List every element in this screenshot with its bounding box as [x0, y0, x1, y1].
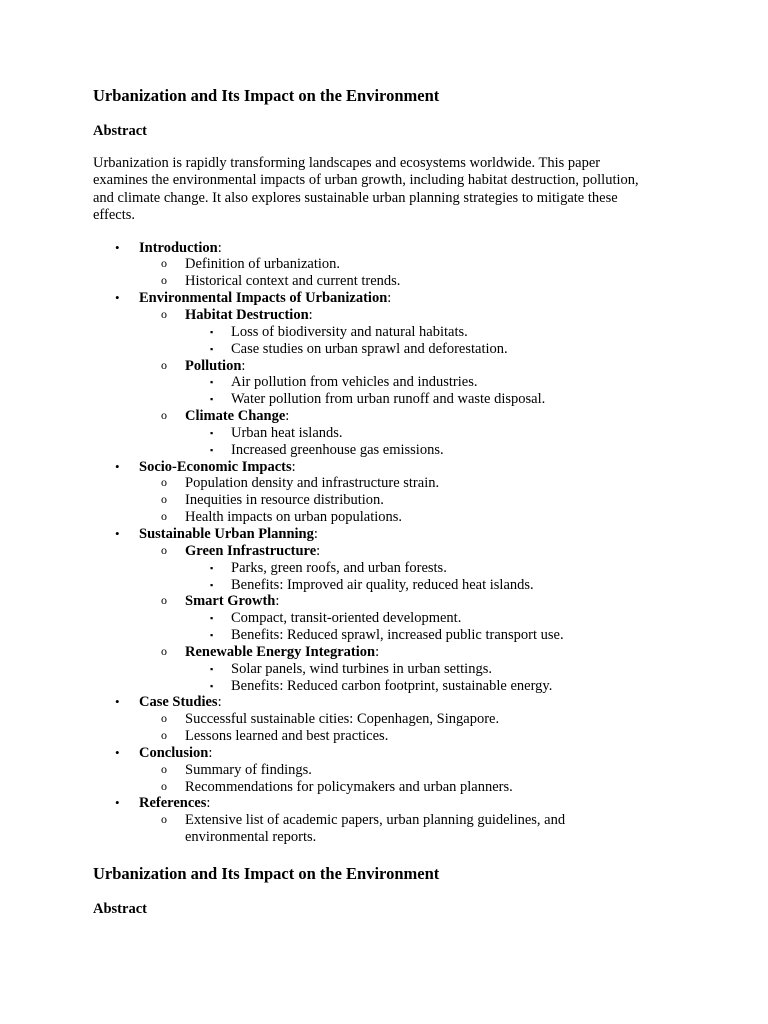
outline-detail-item: [185, 442, 693, 459]
outline-list: [93, 240, 693, 846]
square-marker: ▪: [210, 343, 214, 354]
document-title: Urbanization and Its Impact on the Environment: [93, 86, 440, 105]
outline-subitem: [139, 273, 693, 290]
repeated-abstract-heading: Abstract: [93, 901, 147, 917]
outline-sublist: [139, 543, 693, 695]
label-colon: :: [208, 744, 213, 761]
outline-section-label: Sustainable Urban Planning: [139, 525, 314, 542]
outline-section-label: Conclusion: [139, 744, 209, 761]
square-marker: ▪: [210, 680, 214, 691]
outline-subitem: [139, 307, 693, 358]
label-colon: :: [308, 307, 313, 323]
abstract-paragraph: Urbanization is rapidly transforming landscapes and ecosystems worldwide. This paper examines the environmental impacts of urban growth, including habitat destruction, pollution, and climate change. It also explores sustainable urban planning strategies to mitigate these effects.: [93, 155, 639, 224]
square-marker: ▪: [210, 444, 214, 455]
outline-subsublist: [185, 425, 693, 459]
outline-sublist: [139, 711, 693, 745]
outline-section: [93, 526, 693, 694]
bullet-marker: •: [115, 694, 120, 710]
outline-section: [93, 694, 693, 745]
outline-subitem: [139, 358, 693, 409]
square-marker: ▪: [210, 427, 214, 438]
outline-detail-item: [185, 610, 693, 627]
bullet-marker: •: [115, 795, 120, 811]
circle-marker: o: [161, 307, 167, 321]
outline-subitem-text: Inequities in resource distribution.: [185, 492, 384, 509]
outline-detail-item: [185, 341, 693, 358]
label-colon: :: [313, 525, 318, 542]
outline-detail-text: Compact, transit-oriented development.: [231, 610, 462, 627]
outline-section: [93, 290, 693, 458]
outline-section-label: Introduction: [139, 239, 218, 256]
outline-subsublist: [185, 610, 693, 644]
outline-subitem: [139, 762, 693, 779]
circle-marker: o: [161, 728, 167, 743]
square-marker: ▪: [210, 579, 214, 590]
outline-detail-text: Benefits: Reduced sprawl, increased public transport use.: [231, 627, 564, 644]
outline-sublist: [139, 812, 693, 846]
label-colon: :: [217, 239, 222, 256]
circle-marker: o: [161, 643, 167, 658]
square-marker: ▪: [210, 394, 214, 405]
label-colon: :: [217, 694, 222, 711]
outline-subitem: [139, 644, 693, 695]
outline-section-label: Socio-Economic Impacts: [139, 458, 292, 475]
outline-detail-item: [185, 374, 693, 391]
outline-subitem: [139, 711, 693, 728]
outline-sublist: [139, 762, 693, 796]
document-page: [93, 84, 693, 919]
circle-marker: o: [161, 593, 167, 608]
outline-section: [93, 745, 693, 796]
outline-subsublist: [185, 374, 693, 408]
outline-sublist: [139, 307, 693, 459]
circle-marker: o: [161, 273, 167, 288]
outline-sublist: [139, 256, 693, 290]
outline-subitem: [139, 509, 693, 526]
label-colon: :: [316, 542, 321, 559]
circle-marker: o: [161, 761, 167, 776]
bullet-marker: •: [115, 744, 120, 760]
square-marker: ▪: [210, 326, 214, 337]
circle-marker: o: [161, 357, 167, 372]
outline-detail-item: [185, 425, 693, 442]
label-colon: :: [275, 593, 280, 610]
outline-subitem: [139, 492, 693, 509]
outline-section-label: References: [139, 795, 207, 812]
outline-subitem-text: Lessons learned and best practices.: [185, 728, 389, 745]
outline-section: [93, 459, 693, 526]
outline-subsublist: [185, 324, 693, 358]
outline-detail-text: Case studies on urban sprawl and deforestation.: [231, 340, 508, 357]
outline-detail-text: Parks, green roofs, and urban forests.: [231, 559, 447, 576]
outline-detail-text: Urban heat islands.: [231, 424, 343, 441]
outline-detail-item: [185, 577, 693, 594]
outline-subitem: [139, 543, 693, 594]
outline-subitem-label: Smart Growth: [185, 593, 276, 610]
circle-marker: o: [161, 408, 167, 423]
circle-marker: o: [161, 778, 167, 793]
outline-detail-text: Benefits: Improved air quality, reduced heat islands.: [231, 576, 534, 593]
outline-detail-text: Solar panels, wind turbines in urban settings.: [231, 660, 492, 677]
outline-detail-item: [185, 678, 693, 695]
outline-detail-item: [185, 324, 693, 341]
outline-subitem: [139, 475, 693, 492]
outline-section: [93, 240, 693, 291]
outline-subitem-text: Historical context and current trends.: [185, 273, 401, 290]
outline-subitem: [139, 779, 693, 796]
circle-marker: o: [161, 475, 167, 490]
bullet-marker: •: [115, 525, 120, 541]
outline-sublist: [139, 475, 693, 526]
outline-section: [93, 795, 693, 846]
circle-marker: o: [161, 711, 167, 726]
label-colon: :: [241, 357, 246, 374]
outline-detail-item: [185, 661, 693, 678]
outline-subitem-text: Definition of urbanization.: [185, 256, 341, 273]
outline-subitem-text: Recommendations for policymakers and urban planners.: [185, 778, 513, 795]
outline-subitem-label: Renewable Energy Integration: [185, 643, 376, 660]
label-colon: :: [206, 795, 211, 812]
outline-subitem-text: Summary of findings.: [185, 761, 312, 778]
bullet-marker: •: [115, 239, 120, 255]
outline-subsublist: [185, 661, 693, 695]
square-marker: ▪: [210, 377, 214, 388]
outline-section-label: Case Studies: [139, 694, 218, 711]
outline-subitem-text: Population density and infrastructure strain.: [185, 475, 440, 492]
outline-subitem-label: Climate Change: [185, 408, 286, 425]
square-marker: ▪: [210, 630, 214, 641]
repeated-document-title: Urbanization and Its Impact on the Environment: [93, 864, 440, 883]
bullet-marker: •: [115, 290, 120, 306]
label-colon: :: [387, 290, 392, 307]
outline-subitem: [139, 812, 693, 846]
outline-subitem-label: Habitat Destruction: [185, 307, 309, 323]
label-colon: :: [285, 408, 290, 425]
abstract-heading: Abstract: [93, 123, 147, 139]
outline-detail-text: Air pollution from vehicles and industries.: [231, 374, 478, 391]
outline-subitem: [139, 408, 693, 459]
label-colon: :: [375, 643, 380, 660]
outline-detail-item: [185, 391, 693, 408]
circle-marker: o: [161, 812, 167, 827]
circle-marker: o: [161, 256, 167, 271]
label-colon: :: [291, 458, 296, 475]
square-marker: ▪: [210, 663, 214, 674]
outline-subitem: [139, 728, 693, 745]
outline-detail-text: Water pollution from urban runoff and waste disposal.: [231, 391, 546, 408]
square-marker: ▪: [210, 562, 214, 573]
outline-subitem: [139, 256, 693, 273]
outline-subitem-label: Pollution: [185, 357, 242, 374]
outline-detail-item: [185, 627, 693, 644]
outline-subitem-text: Health impacts on urban populations.: [185, 509, 403, 526]
circle-marker: o: [161, 542, 167, 557]
circle-marker: o: [161, 492, 167, 507]
outline-subitem-label: Green Infrastructure: [185, 542, 317, 559]
outline-detail-text: Loss of biodiversity and natural habitats.: [231, 323, 468, 340]
outline-detail-item: [185, 560, 693, 577]
outline-subitem: [139, 593, 693, 644]
outline-detail-text: Increased greenhouse gas emissions.: [231, 441, 444, 458]
outline-section-label: Environmental Impacts of Urbanization: [139, 290, 388, 307]
square-marker: ▪: [210, 613, 214, 624]
outline-subsublist: [185, 560, 693, 594]
bullet-marker: •: [115, 458, 120, 474]
outline-subitem-text: Extensive list of academic papers, urban planning guidelines, and environmental reports.: [185, 812, 566, 846]
outline-subitem-text: Successful sustainable cities: Copenhagen, Singapore.: [185, 711, 500, 728]
circle-marker: o: [161, 509, 167, 524]
outline-detail-text: Benefits: Reduced carbon footprint, sustainable energy.: [231, 677, 553, 694]
